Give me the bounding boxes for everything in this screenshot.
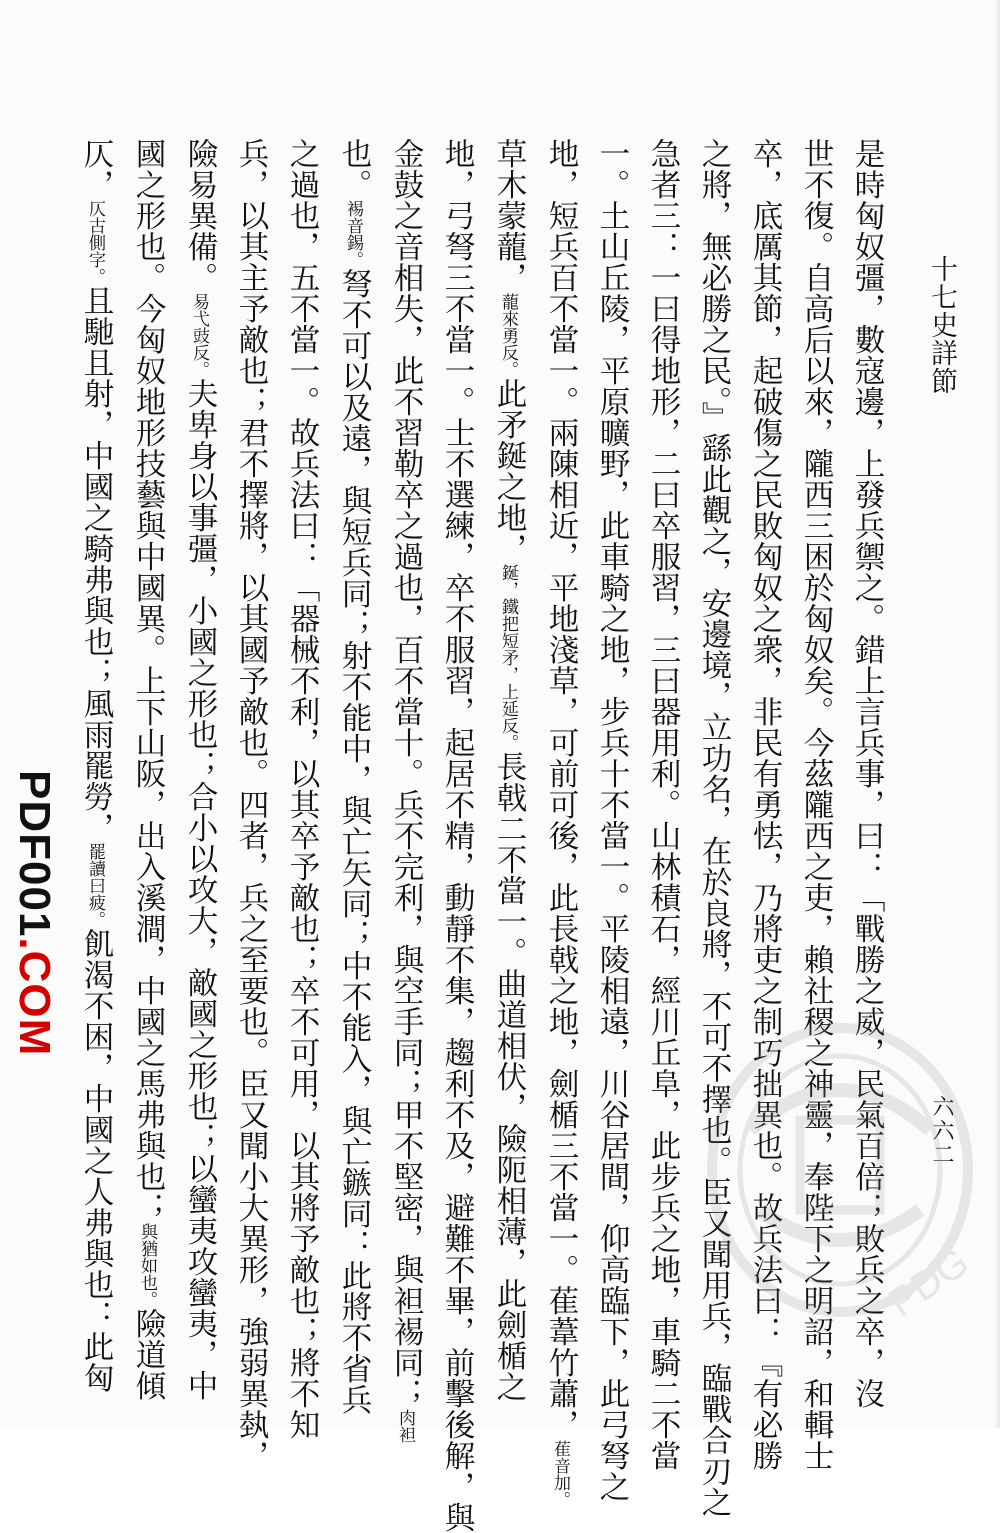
- text-column: [637, 138, 688, 1471]
- text-segment: 也。: [336, 138, 371, 200]
- site-logo: [10, 770, 59, 1057]
- text-segment: 地，弓弩三不當一。士不選練，卒不服習，起居不精，動靜不集，趨利不及，避難不畢，前擊後解，與: [439, 138, 474, 1533]
- text-segment: 險易異備。: [182, 138, 217, 293]
- text-column: [431, 138, 482, 1533]
- text-column: [327, 138, 379, 1415]
- text-column: [482, 138, 534, 1402]
- site-logo-domain: .COM: [10, 937, 59, 1057]
- text-segment: 夫卑身以事彊，小國之形也；合小以攻大，敵國之形也；以蠻夷攻蠻夷，中: [182, 378, 217, 1401]
- annotation-note: 易弋豉反。: [189, 293, 209, 378]
- text-segment: 仄，: [78, 138, 113, 200]
- text-column: [173, 138, 225, 1401]
- text-segment: 長戟二不當一。曲道相伏，險阨相薄，此劍楯之: [491, 751, 526, 1402]
- annotation-note: 仄古側字。: [85, 200, 105, 285]
- site-logo-name: PDF001: [10, 770, 59, 938]
- text-segment: 一。土山丘陵，平原曠野，此車騎之地，步兵十不當一。平陵相遠，川谷居間，仰高臨下，此弓弩之: [594, 138, 629, 1502]
- text-column: [379, 138, 431, 1443]
- text-column: [586, 138, 637, 1502]
- text-segment: 世不復。自高后以來，隴西三困於匈奴矣。今茲隴西之吏，賴社稷之神靈，奉陛下之明詔，和輯士: [798, 138, 833, 1471]
- text-column: [688, 138, 739, 1518]
- text-segment: 金鼓之音相失，此不習勒卒之過也，百不當十。兵不完利，與空手同；甲不堅密，與袒裼同；: [388, 138, 423, 1409]
- watermark-text: PDG: [880, 1239, 977, 1326]
- text-segment: 險道傾: [130, 1308, 165, 1401]
- text-segment: 卒，底厲其節，起破傷之民敗匈奴之衆，非民有勇怯，乃將吏之制巧拙異也。故兵法曰：『有必勝: [747, 138, 782, 1471]
- running-title: 十七史詳節: [926, 255, 957, 395]
- text-column: [121, 138, 173, 1401]
- text-segment: 急者三：一曰得地形，二曰卒服習，三曰器用利。山林積石，經川丘阜，此步兵之地，車騎二不當: [645, 138, 680, 1471]
- text-segment: 地，短兵百不當一。兩陳相近，平地淺草，可前可後，此長戟之地，劍楯三不當一。萑葦竹蕭，: [543, 138, 578, 1440]
- text-segment: 弩不可以及遠，與短兵同；射不能中，與亡矢同；中不能入，與亡鏃同：此將不省兵: [336, 268, 371, 1415]
- text-column: [225, 138, 276, 1471]
- annotation-note: 與猶如也。: [137, 1223, 157, 1308]
- text-column: [739, 138, 790, 1471]
- text-segment: 之將，無必勝之民。』繇此觀之，安邊境，立功名，在於良將，不可不擇也。臣又聞用兵，臨戰合刃之: [696, 138, 731, 1518]
- text-column: [534, 138, 586, 1508]
- text-column: [790, 138, 841, 1471]
- annotation-note: 蘢來勇反。: [498, 293, 518, 378]
- text-column: [69, 138, 121, 1393]
- text-segment: 之過也，五不當一。故兵法曰：「器械不利，以其卒予敵也；卒不可用，以其將予敵也；將不知: [284, 138, 319, 1440]
- annotation-note: 裼音錫。: [343, 200, 363, 268]
- text-column: [841, 138, 892, 1409]
- text-column: [276, 138, 327, 1440]
- text-segment: 此矛鋋之地，: [491, 378, 526, 564]
- text-segment: 是時匈奴彊，數寇邊，上發兵禦之。錯上言兵事，曰：「戰勝之威，民氣百倍；敗兵之卒，沒: [849, 138, 884, 1409]
- annotation-note: 罷讀曰疲。: [85, 843, 105, 928]
- annotation-note: 肉袒: [395, 1409, 415, 1443]
- page-number: 六六二: [929, 1095, 954, 1167]
- text-segment: 草木蒙蘢，: [491, 138, 526, 293]
- text-segment: 飢渴不困，中國之人弗與也：此匈: [78, 928, 113, 1393]
- text-segment: 國之形也。今匈奴地形技藝與中國異。上下山阪，出入溪澗，中國之馬弗與也；: [130, 138, 165, 1223]
- scan-edge-shadow: [994, 0, 1000, 1428]
- annotation-note: 鋋，鐵把短矛，上延反。: [498, 564, 518, 751]
- text-segment: 兵，以其主予敵也；君不擇將，以其國予敵也。四者，兵之至要也。臣又聞小大異形，強弱異埶，: [233, 138, 268, 1471]
- text-segment: 且馳且射，中國之騎弗與也；風雨罷勞，: [78, 285, 113, 843]
- annotation-note: 萑音加。: [550, 1440, 570, 1508]
- body-text: [72, 138, 892, 1533]
